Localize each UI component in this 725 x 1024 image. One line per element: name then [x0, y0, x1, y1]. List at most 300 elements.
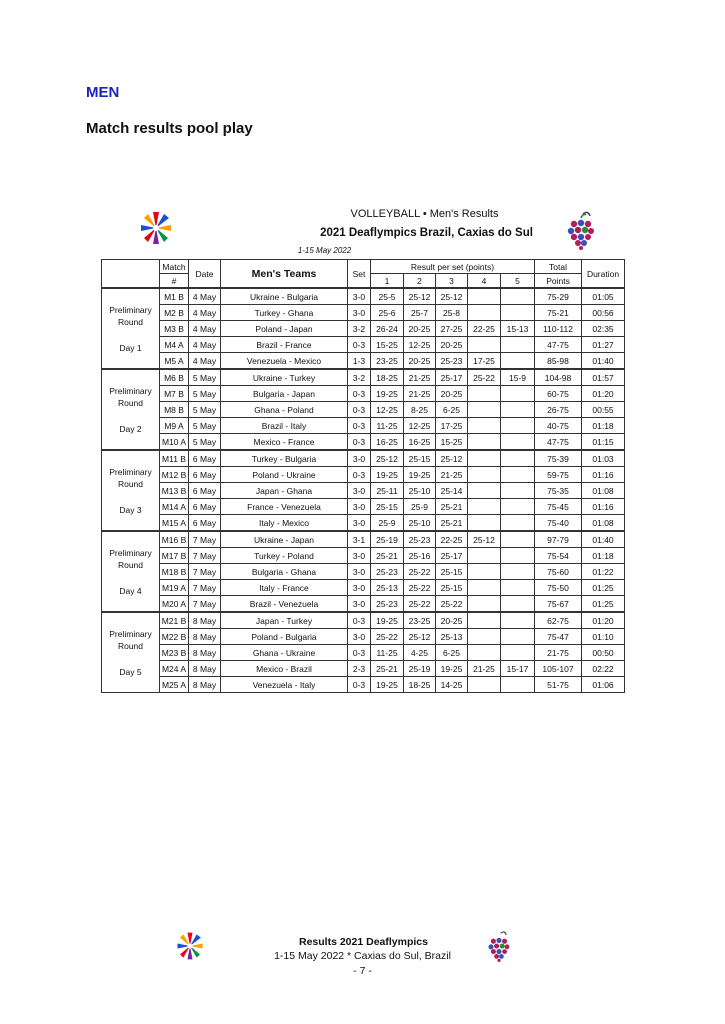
set-score-cell: 0-3	[348, 434, 371, 451]
total-points-cell: 75-60	[535, 564, 582, 580]
teams-cell: Japan - Turkey	[221, 612, 348, 629]
set-3-cell: 25-22	[436, 596, 468, 613]
set-score-cell: 1-3	[348, 353, 371, 370]
table-row	[102, 288, 625, 305]
teams-cell: Poland - Ukraine	[221, 467, 348, 483]
match-cell: M1 B	[160, 288, 189, 305]
duration-cell: 01:16	[582, 467, 625, 483]
set-2-cell: 25-9	[404, 499, 436, 515]
total-points-cell: 75-40	[535, 515, 582, 532]
table-row	[102, 515, 625, 532]
set-1-cell: 19-25	[371, 467, 404, 483]
set-2-cell: 25-22	[404, 564, 436, 580]
set-1-cell: 19-25	[371, 612, 404, 629]
set-score-cell: 3-1	[348, 531, 371, 548]
header-match-number: #	[160, 274, 189, 289]
total-points-cell: 75-50	[535, 580, 582, 596]
match-cell: M22 B	[160, 629, 189, 645]
table-row	[102, 467, 625, 483]
set-3-cell: 27-25	[436, 321, 468, 337]
match-cell: M6 B	[160, 369, 189, 386]
duration-cell: 01:16	[582, 499, 625, 515]
set-score-cell: 3-0	[348, 288, 371, 305]
teams-cell: Turkey - Ghana	[221, 305, 348, 321]
set-score-cell: 0-3	[348, 402, 371, 418]
duration-cell: 01:22	[582, 564, 625, 580]
duration-cell: 01:27	[582, 337, 625, 353]
set-2-cell: 21-25	[404, 386, 436, 402]
set-1-cell: 25-6	[371, 305, 404, 321]
teams-cell: Poland - Japan	[221, 321, 348, 337]
round-label-line2: Round	[117, 397, 144, 408]
date-cell: 8 May	[189, 661, 221, 677]
set-score-cell: 2-3	[348, 661, 371, 677]
set-1-cell: 25-23	[371, 596, 404, 613]
match-cell: M23 B	[160, 645, 189, 661]
set-score-cell: 3-2	[348, 369, 371, 386]
caxias-grape-logo-icon	[566, 210, 596, 250]
date-cell: 6 May	[189, 515, 221, 532]
total-points-cell: 75-45	[535, 499, 582, 515]
set-5-cell	[501, 499, 535, 515]
set-2-cell: 19-25	[404, 467, 436, 483]
set-score-cell: 0-3	[348, 645, 371, 661]
spacer	[102, 409, 159, 423]
total-points-cell: 85-98	[535, 353, 582, 370]
date-cell: 6 May	[189, 483, 221, 499]
table-row	[102, 369, 625, 386]
table-row	[102, 629, 625, 645]
duration-cell: 01:18	[582, 418, 625, 434]
set-5-cell	[501, 515, 535, 532]
match-cell: M13 B	[160, 483, 189, 499]
duration-cell: 01:57	[582, 369, 625, 386]
set-2-cell: 8-25	[404, 402, 436, 418]
total-points-cell: 75-29	[535, 288, 582, 305]
header-teams: Men's Teams	[221, 260, 348, 289]
round-day-cell	[102, 612, 160, 693]
table-row	[102, 321, 625, 337]
set-4-cell	[468, 645, 501, 661]
set-score-cell: 3-0	[348, 548, 371, 564]
set-5-cell: 15-13	[501, 321, 535, 337]
set-3-cell: 25-21	[436, 499, 468, 515]
teams-cell: France - Venezuela	[221, 499, 348, 515]
match-cell: M10 A	[160, 434, 189, 451]
total-points-cell: 97-79	[535, 531, 582, 548]
set-4-cell: 17-25	[468, 353, 501, 370]
teams-cell: Bulgaria - Japan	[221, 386, 348, 402]
footer-title: Results 2021 Deaflympics	[299, 936, 428, 948]
duration-cell: 01:40	[582, 531, 625, 548]
match-cell: M8 B	[160, 402, 189, 418]
set-5-cell: 15-17	[501, 661, 535, 677]
set-5-cell	[501, 418, 535, 434]
set-5-cell	[501, 467, 535, 483]
header-set-1: 1	[371, 274, 404, 289]
duration-cell: 01:15	[582, 434, 625, 451]
set-2-cell: 16-25	[404, 434, 436, 451]
set-2-cell: 25-15	[404, 450, 436, 467]
duration-cell: 01:03	[582, 450, 625, 467]
date-cell: 4 May	[189, 353, 221, 370]
round-day-cell	[102, 531, 160, 612]
set-4-cell: 22-25	[468, 321, 501, 337]
set-3-cell: 21-25	[436, 467, 468, 483]
set-2-cell: 12-25	[404, 418, 436, 434]
set-1-cell: 25-5	[371, 288, 404, 305]
set-5-cell	[501, 548, 535, 564]
set-4-cell	[468, 629, 501, 645]
header-round-blank	[102, 260, 160, 289]
set-2-cell: 25-10	[404, 483, 436, 499]
total-points-cell: 75-54	[535, 548, 582, 564]
set-3-cell: 25-15	[436, 564, 468, 580]
day-label: Day 3	[119, 504, 142, 515]
set-2-cell: 4-25	[404, 645, 436, 661]
round-label-line1: Preliminary	[109, 466, 152, 477]
date-cell: 5 May	[189, 386, 221, 402]
match-cell: M17 B	[160, 548, 189, 564]
header-set-3: 3	[436, 274, 468, 289]
total-points-cell: 26-75	[535, 402, 582, 418]
duration-cell: 01:10	[582, 629, 625, 645]
set-2-cell: 25-12	[404, 288, 436, 305]
set-4-cell	[468, 305, 501, 321]
set-2-cell: 25-23	[404, 531, 436, 548]
teams-cell: Mexico - France	[221, 434, 348, 451]
match-cell: M2 B	[160, 305, 189, 321]
set-score-cell: 3-0	[348, 450, 371, 467]
table-row	[102, 434, 625, 451]
set-1-cell: 26-24	[371, 321, 404, 337]
set-3-cell: 25-13	[436, 629, 468, 645]
teams-cell: Mexico - Brazil	[221, 661, 348, 677]
match-cell: M24 A	[160, 661, 189, 677]
set-5-cell	[501, 353, 535, 370]
duration-cell: 01:20	[582, 612, 625, 629]
total-points-cell: 105-107	[535, 661, 582, 677]
set-score-cell: 0-3	[348, 677, 371, 693]
round-label-line1: Preliminary	[109, 628, 152, 639]
teams-cell: Ghana - Ukraine	[221, 645, 348, 661]
teams-cell: Brazil - Venezuela	[221, 596, 348, 613]
table-row	[102, 353, 625, 370]
set-1-cell: 25-11	[371, 483, 404, 499]
set-score-cell: 3-0	[348, 629, 371, 645]
set-2-cell: 25-22	[404, 596, 436, 613]
match-cell: M9 A	[160, 418, 189, 434]
round-label-line2: Round	[117, 478, 144, 489]
set-4-cell	[468, 434, 501, 451]
teams-cell: Ukraine - Turkey	[221, 369, 348, 386]
round-label-line2: Round	[117, 640, 144, 651]
set-score-cell: 3-0	[348, 564, 371, 580]
set-2-cell: 25-22	[404, 580, 436, 596]
set-score-cell: 3-0	[348, 596, 371, 613]
set-1-cell: 25-9	[371, 515, 404, 532]
duration-cell: 02:22	[582, 661, 625, 677]
teams-cell: Brazil - France	[221, 337, 348, 353]
set-score-cell: 3-0	[348, 499, 371, 515]
set-4-cell	[468, 418, 501, 434]
total-points-cell: 75-47	[535, 629, 582, 645]
set-2-cell: 25-19	[404, 661, 436, 677]
set-2-cell: 20-25	[404, 321, 436, 337]
date-cell: 5 May	[189, 369, 221, 386]
table-row	[102, 677, 625, 693]
date-cell: 5 May	[189, 418, 221, 434]
set-1-cell: 25-15	[371, 499, 404, 515]
set-score-cell: 0-3	[348, 386, 371, 402]
teams-cell: Ukraine - Bulgaria	[221, 288, 348, 305]
set-5-cell	[501, 564, 535, 580]
date-cell: 6 May	[189, 499, 221, 515]
set-3-cell: 17-25	[436, 418, 468, 434]
set-1-cell: 15-25	[371, 337, 404, 353]
round-day-cell	[102, 369, 160, 450]
table-row	[102, 418, 625, 434]
set-score-cell: 3-0	[348, 483, 371, 499]
set-2-cell: 25-10	[404, 515, 436, 532]
set-5-cell	[501, 531, 535, 548]
total-points-cell: 59-75	[535, 467, 582, 483]
total-points-cell: 75-35	[535, 483, 582, 499]
header-total: Total	[535, 260, 582, 274]
results-body	[102, 288, 625, 693]
set-1-cell: 11-25	[371, 645, 404, 661]
set-4-cell	[468, 515, 501, 532]
set-3-cell: 20-25	[436, 337, 468, 353]
set-5-cell	[501, 612, 535, 629]
teams-cell: Japan - Ghana	[221, 483, 348, 499]
set-1-cell: 25-21	[371, 661, 404, 677]
round-label-line1: Preliminary	[109, 385, 152, 396]
set-5-cell: 15-9	[501, 369, 535, 386]
header-result-per-set: Result per set (points)	[371, 260, 535, 274]
table-row	[102, 337, 625, 353]
set-1-cell: 25-13	[371, 580, 404, 596]
set-4-cell	[468, 548, 501, 564]
table-row	[102, 564, 625, 580]
date-cell: 7 May	[189, 580, 221, 596]
match-cell: M21 B	[160, 612, 189, 629]
set-3-cell: 25-21	[436, 515, 468, 532]
set-1-cell: 11-25	[371, 418, 404, 434]
date-cell: 5 May	[189, 402, 221, 418]
duration-cell: 00:55	[582, 402, 625, 418]
day-label: Day 2	[119, 423, 142, 434]
set-4-cell	[468, 337, 501, 353]
set-3-cell: 14-25	[436, 677, 468, 693]
set-5-cell	[501, 434, 535, 451]
set-2-cell: 20-25	[404, 353, 436, 370]
set-3-cell: 25-12	[436, 288, 468, 305]
set-4-cell: 21-25	[468, 661, 501, 677]
duration-cell: 01:18	[582, 548, 625, 564]
duration-cell: 01:20	[582, 386, 625, 402]
section-heading: MEN	[86, 84, 120, 101]
spacer	[102, 652, 159, 666]
set-2-cell: 12-25	[404, 337, 436, 353]
match-cell: M7 B	[160, 386, 189, 402]
header-set-4: 4	[468, 274, 501, 289]
table-row	[102, 548, 625, 564]
round-label-line2: Round	[117, 559, 144, 570]
page-subtitle: Match results pool play	[86, 120, 253, 137]
header-set: Set	[348, 260, 371, 289]
set-3-cell: 20-25	[436, 612, 468, 629]
date-cell: 4 May	[189, 305, 221, 321]
match-cell: M14 A	[160, 499, 189, 515]
set-3-cell: 25-14	[436, 483, 468, 499]
date-cell: 8 May	[189, 645, 221, 661]
table-row	[102, 483, 625, 499]
match-cell: M12 B	[160, 467, 189, 483]
date-cell: 7 May	[189, 564, 221, 580]
results-table	[101, 259, 625, 693]
set-score-cell: 3-0	[348, 580, 371, 596]
teams-cell: Turkey - Poland	[221, 548, 348, 564]
set-2-cell: 25-16	[404, 548, 436, 564]
set-1-cell: 18-25	[371, 369, 404, 386]
duration-cell: 00:56	[582, 305, 625, 321]
teams-cell: Brazil - Italy	[221, 418, 348, 434]
set-4-cell: 25-12	[468, 531, 501, 548]
date-cell: 7 May	[189, 596, 221, 613]
set-5-cell	[501, 483, 535, 499]
set-1-cell: 23-25	[371, 353, 404, 370]
set-3-cell: 25-15	[436, 580, 468, 596]
set-1-cell: 19-25	[371, 677, 404, 693]
set-1-cell: 25-22	[371, 629, 404, 645]
header-match: Match	[160, 260, 189, 274]
table-row	[102, 450, 625, 467]
match-cell: M4 A	[160, 337, 189, 353]
round-day-cell	[102, 288, 160, 369]
date-cell: 8 May	[189, 629, 221, 645]
duration-cell: 01:08	[582, 515, 625, 532]
spacer	[102, 328, 159, 342]
set-score-cell: 3-0	[348, 515, 371, 532]
teams-cell: Turkey - Bulgaria	[221, 450, 348, 467]
set-3-cell: 22-25	[436, 531, 468, 548]
set-4-cell	[468, 612, 501, 629]
total-points-cell: 60-75	[535, 386, 582, 402]
total-points-cell: 40-75	[535, 418, 582, 434]
set-score-cell: 0-3	[348, 337, 371, 353]
duration-cell: 01:25	[582, 580, 625, 596]
set-4-cell	[468, 677, 501, 693]
total-points-cell: 21-75	[535, 645, 582, 661]
set-score-cell: 0-3	[348, 467, 371, 483]
total-points-cell: 75-21	[535, 305, 582, 321]
set-2-cell: 21-25	[404, 369, 436, 386]
header-date: Date	[189, 260, 221, 289]
teams-cell: Ghana - Poland	[221, 402, 348, 418]
date-cell: 6 May	[189, 467, 221, 483]
table-row	[102, 661, 625, 677]
table-row	[102, 596, 625, 613]
date-cell: 4 May	[189, 321, 221, 337]
table-row	[102, 612, 625, 629]
day-label: Day 1	[119, 342, 142, 353]
set-score-cell: 3-2	[348, 321, 371, 337]
header-duration: Duration	[582, 260, 625, 289]
set-2-cell: 25-7	[404, 305, 436, 321]
day-label: Day 5	[119, 666, 142, 677]
teams-cell: Ukraine - Japan	[221, 531, 348, 548]
set-score-cell: 0-3	[348, 612, 371, 629]
set-score-cell: 0-3	[348, 418, 371, 434]
set-1-cell: 25-19	[371, 531, 404, 548]
set-5-cell	[501, 337, 535, 353]
date-cell: 8 May	[189, 612, 221, 629]
set-2-cell: 18-25	[404, 677, 436, 693]
set-1-cell: 16-25	[371, 434, 404, 451]
duration-cell: 02:35	[582, 321, 625, 337]
match-cell: M25 A	[160, 677, 189, 693]
date-cell: 7 May	[189, 548, 221, 564]
round-day-cell	[102, 450, 160, 531]
total-points-cell: 110-112	[535, 321, 582, 337]
footer-subtitle: 1-15 May 2022 * Caxias do Sul, Brazil	[274, 950, 451, 962]
set-5-cell	[501, 645, 535, 661]
spacer	[102, 490, 159, 504]
total-points-cell: 47-75	[535, 434, 582, 451]
total-points-cell: 47-75	[535, 337, 582, 353]
date-cell: 8 May	[189, 677, 221, 693]
table-row	[102, 580, 625, 596]
duration-cell: 00:50	[582, 645, 625, 661]
duration-cell: 01:25	[582, 596, 625, 613]
set-3-cell: 25-17	[436, 369, 468, 386]
set-5-cell	[501, 288, 535, 305]
set-5-cell	[501, 305, 535, 321]
document-heading: VOLLEYBALL • Men's Results	[350, 208, 499, 220]
header-points: Points	[535, 274, 582, 289]
document-event-title: 2021 Deaflympics Brazil, Caxias do Sul	[320, 227, 533, 239]
date-cell: 7 May	[189, 531, 221, 548]
teams-cell: Bulgaria - Ghana	[221, 564, 348, 580]
set-5-cell	[501, 386, 535, 402]
set-1-cell: 25-23	[371, 564, 404, 580]
header-row-top	[102, 260, 625, 274]
set-5-cell	[501, 596, 535, 613]
set-3-cell: 25-12	[436, 450, 468, 467]
match-cell: M15 A	[160, 515, 189, 532]
set-4-cell	[468, 450, 501, 467]
table-row	[102, 386, 625, 402]
teams-cell: Poland - Bulgaria	[221, 629, 348, 645]
set-3-cell: 25-17	[436, 548, 468, 564]
date-cell: 4 May	[189, 288, 221, 305]
total-points-cell: 51-75	[535, 677, 582, 693]
set-4-cell	[468, 499, 501, 515]
match-cell: M20 A	[160, 596, 189, 613]
set-4-cell	[468, 402, 501, 418]
set-1-cell: 12-25	[371, 402, 404, 418]
document-dates: 1-15 May 2022	[297, 246, 352, 255]
set-3-cell: 25-8	[436, 305, 468, 321]
set-4-cell	[468, 483, 501, 499]
header-set-2: 2	[404, 274, 436, 289]
set-4-cell: 25-22	[468, 369, 501, 386]
date-cell: 4 May	[189, 337, 221, 353]
set-5-cell	[501, 677, 535, 693]
set-5-cell	[501, 402, 535, 418]
set-4-cell	[468, 580, 501, 596]
